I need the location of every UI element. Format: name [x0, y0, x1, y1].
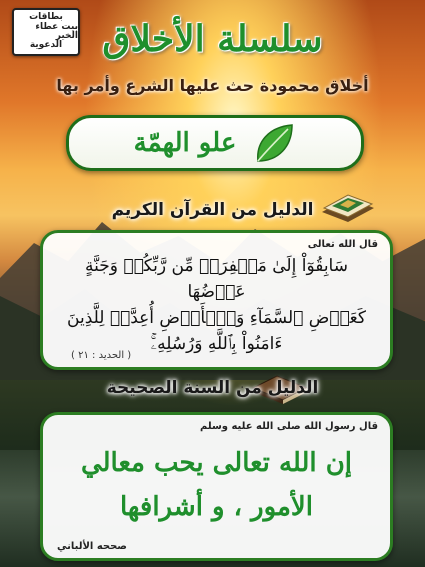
brand-line3: الدعوية [29, 40, 63, 51]
verse-line-1: سَابِقُوٓاْ إِلَىٰ مَغۡفِرَةٖ مِّن رَّبِّكُمۡ وَجَنَّةٍ عَرۡضُهَا [85, 256, 348, 302]
verse-reference: ( الحديد : ٢١ ) [71, 350, 132, 361]
topic-title: علو الهمّة [133, 128, 237, 158]
series-title: سلسلة الأخلاق [102, 18, 323, 60]
brand-line1: بطاقات [29, 12, 63, 23]
hadith-line-2: الأمور ، و أشرافها [120, 492, 313, 522]
quran-intro: قال الله تعالى [307, 239, 378, 250]
quran-heading: الدليل من القرآن الكريم [111, 200, 314, 220]
leaf-icon [252, 121, 296, 165]
sunnah-panel [40, 412, 393, 561]
quran-verse [55, 253, 378, 357]
verse-line-2: كَعَرۡضِ ٱلسَّمَآءِ وَٱلۡأَرۡضِ أُعِدَّتۡ لِلَّذِينَ [67, 308, 366, 328]
topic-banner [66, 115, 364, 171]
brand-line2: بيت عطاء الخير [35, 21, 78, 41]
series-subtitle: أخلاق محمودة حث عليها الشرع وأمر بها [56, 76, 369, 95]
quran-panel [40, 230, 393, 370]
sunnah-intro: قال رسول الله صلى الله عليه وسلم [200, 421, 378, 432]
verse-line-3: ءَامَنُواْ بِٱللَّهِ وَرُسُلِهِۦۚ [150, 334, 283, 354]
hadith-text [51, 441, 382, 529]
sunnah-heading: الدليل من السنة الصحيحة [106, 378, 319, 398]
hadith-line-1: إن الله تعالى يحب معالي [80, 448, 353, 478]
hadith-grading: صححه الألباني [57, 541, 127, 552]
